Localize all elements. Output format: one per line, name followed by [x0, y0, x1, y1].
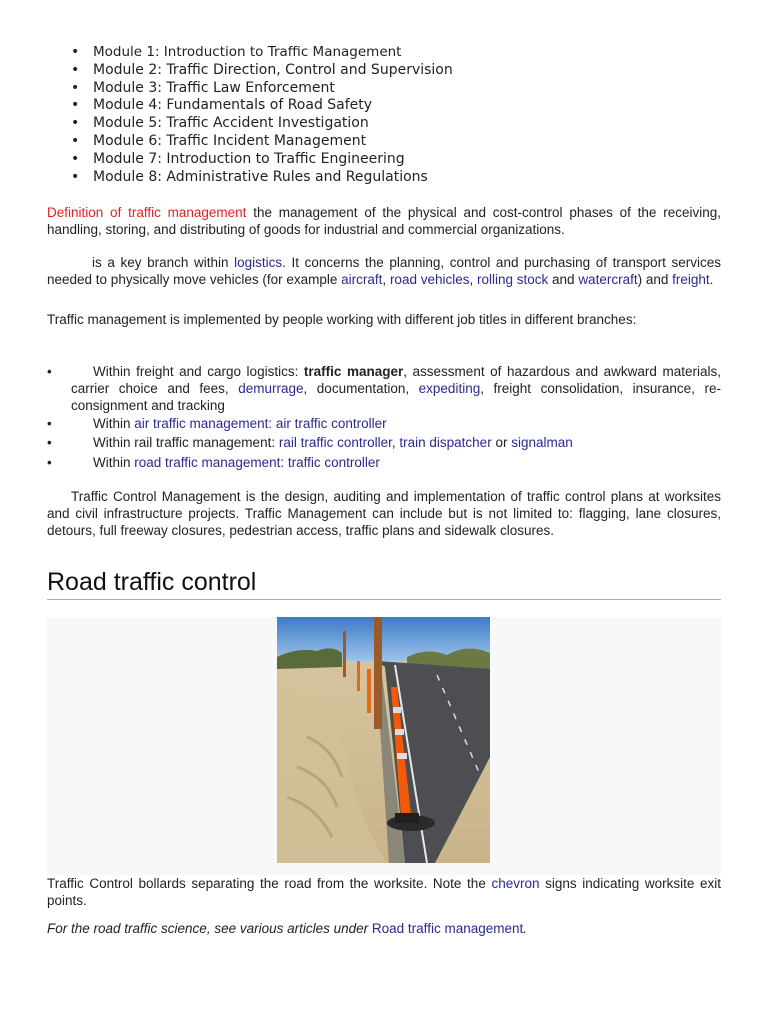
- tcm-paragraph: Traffic Control Management is the design, auditing and implementation of traffic control plans at worksites and civil infrastructure projects. Traffic Management can include but is not limited to: flagging, lane closures, detours, full freeway closures, pedestrian access, traffic plans and sidewalk closures.: [47, 489, 721, 538]
- train-dispatcher-link[interactable]: train dispatcher: [399, 435, 492, 451]
- logistics-paragraph: is a key branch within logistics. It concerns the planning, control and purchasing of transport services needed to physically move vehicles (for example aircraft, road vehicles, rolling stock and watercraft) and freight.: [47, 255, 721, 287]
- module-item: • Module 8: Administrative Rules and Regulations: [47, 169, 453, 187]
- road-vehicles-link[interactable]: road vehicles: [389, 271, 470, 287]
- signalman-link[interactable]: signalman: [511, 435, 573, 451]
- branch-list: [47, 364, 721, 472]
- list-item: • Within air traffic management: air traffic controller: [47, 416, 387, 432]
- see-also-note: For the road traffic science, see various articles under Road traffic management.: [47, 921, 528, 936]
- bullet-icon: •: [47, 416, 52, 432]
- bullet-icon: •: [47, 364, 52, 379]
- freight-link[interactable]: freight: [672, 271, 710, 287]
- demurrage-link[interactable]: demurrage: [238, 380, 304, 396]
- traffic-manager-term: traffic manager: [303, 364, 404, 379]
- expediting-link[interactable]: expediting: [418, 380, 481, 396]
- module-item: • Module 6: Traffic Incident Management: [47, 133, 453, 151]
- figure-caption: Traffic Control bollards separating the road from the worksite. Note the chevron signs indicating worksite exit points.: [47, 876, 722, 908]
- implemented-paragraph: Traffic management is implemented by people working with different job titles in different branches:: [47, 312, 637, 327]
- module-list: [47, 44, 453, 186]
- air-traffic-controller-link[interactable]: air traffic management: air traffic controller: [134, 416, 387, 432]
- definition-paragraph: [47, 205, 721, 239]
- bullet-icon: •: [47, 454, 52, 470]
- module-item: • Module 4: Fundamentals of Road Safety: [47, 97, 453, 115]
- module-item: • Module 2: Traffic Direction, Control and Supervision: [47, 62, 453, 80]
- module-item: • Module 3: Traffic Law Enforcement: [47, 80, 453, 98]
- rolling-stock-link[interactable]: rolling stock: [477, 271, 549, 287]
- list-item: • Within rail traffic management: rail traffic controller, train dispatcher or signalman: [47, 435, 573, 451]
- aircraft-link[interactable]: aircraft: [341, 271, 383, 287]
- bullet-icon: •: [47, 435, 52, 451]
- road-traffic-management-link[interactable]: Road traffic management: [371, 921, 524, 936]
- figure-box: [47, 617, 721, 875]
- list-item: • Within road traffic management: traffic controller: [47, 454, 380, 470]
- road-traffic-controller-link[interactable]: road traffic management: traffic controller: [134, 454, 380, 470]
- definition-text: the management of the physical and cost-control phases of the receiving, handling, storing, and distributing of goods for industrial and commercial organizations.: [47, 205, 721, 237]
- module-item: • Module 5: Traffic Accident Investigation: [47, 115, 453, 133]
- chevron-link[interactable]: chevron: [491, 876, 540, 891]
- module-item: • Module 7: Introduction to Traffic Engineering: [47, 151, 453, 169]
- module-item: • Module 1: Introduction to Traffic Management: [47, 44, 453, 62]
- bollards-photo: [277, 617, 490, 863]
- logistics-link[interactable]: logistics: [234, 255, 283, 270]
- watercraft-link[interactable]: watercraft: [578, 271, 638, 287]
- definition-term: Definition of traffic management: [47, 205, 247, 220]
- section-heading: Road traffic control: [47, 566, 721, 600]
- rail-traffic-controller-link[interactable]: rail traffic controller: [278, 435, 392, 451]
- list-item: • Within freight and cargo logistics: traffic manager, assessment of hazardous and awkward materials, carrier choice and fees, demurrage, documentation, expediting, freight consolidation, insurance, re-consignment and tracking: [47, 364, 721, 413]
